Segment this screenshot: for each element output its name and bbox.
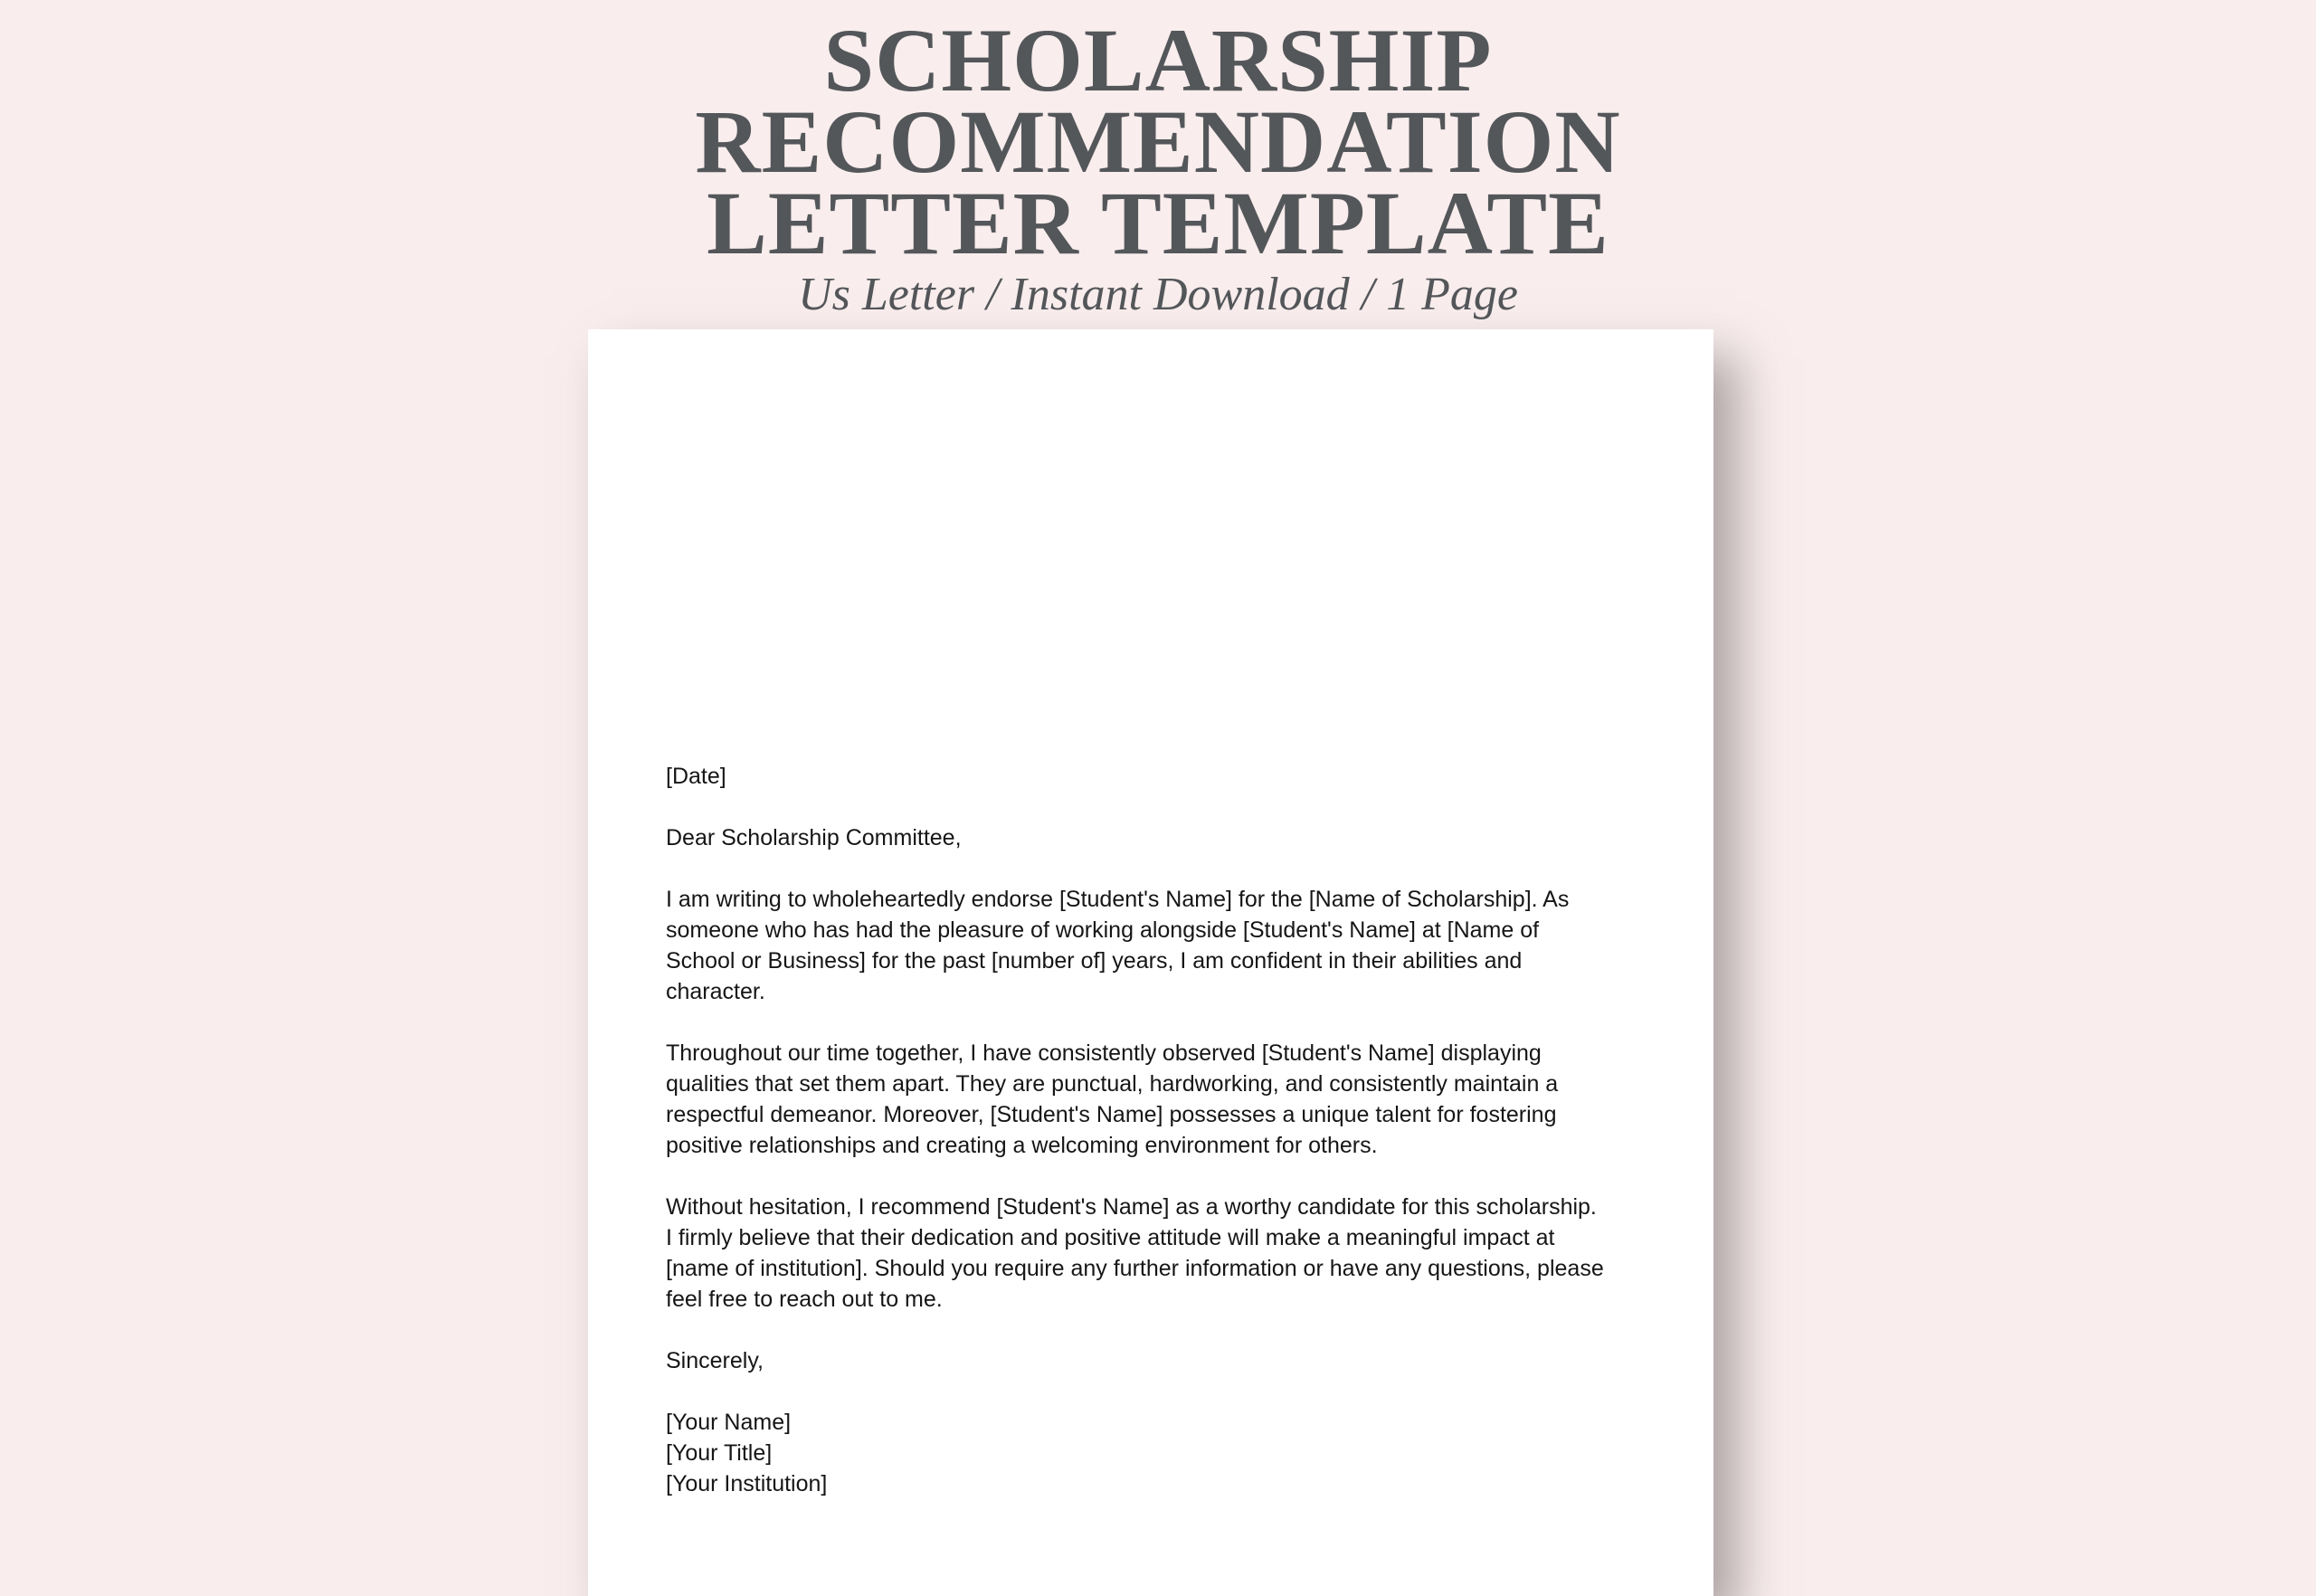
signature-name: [Your Name]	[666, 1410, 792, 1435]
title-line-3: LETTER TEMPLATE	[707, 173, 1609, 273]
signature-institution: [Your Institution]	[666, 1471, 828, 1496]
subtitle: Us Letter / Instant Download / 1 Page	[798, 269, 1518, 320]
page-title	[0, 10, 2316, 273]
letter-paragraph-2: Throughout our time together, I have consistently observed [Student's Name] displaying qualities that set them apart. They are punctual, hardworking, and consistently maintain a respectful demeanor. Moreover, [Student's Name] possesses a unique talent for fostering positive relationships and creating a welcoming environment for others.	[666, 1040, 1559, 1158]
letter-body	[666, 761, 1609, 1499]
title-line-1: SCHOLARSHIP	[823, 10, 1493, 110]
letter-closing: Sincerely,	[666, 1348, 764, 1373]
letter-salutation: Dear Scholarship Committee,	[666, 825, 962, 850]
letter-paragraph-1: I am writing to wholeheartedly endorse [Student's Name] for the [Name of Scholarship]. As someone who has had the pleasure of working alongside [Student's Name] at [Name of School or Business] for the past [number of] years, I am confident in their abilities and character.	[666, 887, 1570, 1004]
letter-signature	[666, 1407, 1609, 1499]
header	[0, 0, 2316, 318]
title-line-2: RECOMMENDATION	[695, 91, 1621, 192]
letter-date: [Date]	[666, 764, 726, 789]
signature-title: [Your Title]	[666, 1440, 773, 1466]
letter-page	[588, 329, 1713, 1596]
letter-paragraph-3: Without hesitation, I recommend [Student's Name] as a worthy candidate for this scholarship. I firmly believe that their dedication and positive attitude will make a meaningful impact at [name of institution]. Should you require any further information or have any questions, please feel free to reach out to me.	[666, 1194, 1604, 1312]
